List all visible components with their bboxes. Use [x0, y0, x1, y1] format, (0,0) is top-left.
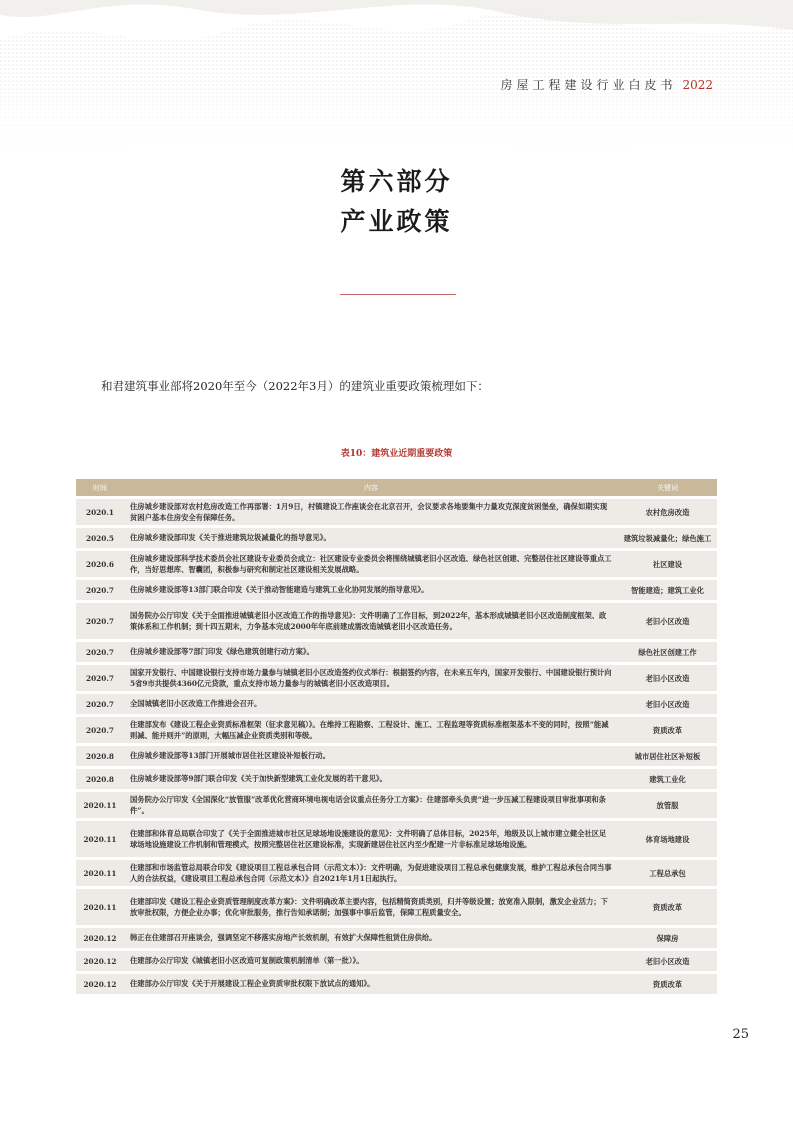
row-content: 住建部办公厅印发《城镇老旧小区改造可复制政策机制清单（第一批）》。: [124, 951, 618, 971]
row-keyword: 城市居住社区补短板: [618, 746, 717, 766]
table-row: [76, 860, 717, 886]
header-date: 时间: [76, 479, 124, 496]
row-content: 住房城乡建设部等9部门联合印发《关于加快新型建筑工业化发展的若干意见》。: [124, 769, 618, 789]
table-row: [76, 551, 717, 577]
row-keyword: 资质改革: [618, 717, 717, 743]
table-header: [76, 479, 717, 496]
row-date: 2020.12: [76, 951, 124, 971]
row-content: 住房城乡建设部等13部门联合印发《关于推动智能建造与建筑工业化协同发展的指导意见》。: [124, 580, 618, 600]
row-keyword: 智能建造；建筑工业化: [618, 580, 717, 600]
row-keyword: 社区建设: [618, 551, 717, 577]
section-title: 产业政策: [340, 207, 453, 236]
row-date: 2020.11: [76, 889, 124, 925]
row-date: 2020.5: [76, 528, 124, 548]
section-part: 第六部分: [340, 167, 453, 196]
intro-paragraph: 和君建筑事业部将2020年至今（2022年3月）的建筑业重要政策梳理如下：: [101, 379, 489, 393]
table-row: [76, 746, 717, 766]
row-date: 2020.7: [76, 717, 124, 743]
table-row: [76, 603, 717, 639]
row-keyword: 老旧小区改造: [618, 603, 717, 639]
row-date: 2020.11: [76, 860, 124, 886]
row-date: 2020.1: [76, 499, 124, 525]
row-content: 住房城乡建设部对农村危房改造工作再部署：1月9日，村镇建设工作座谈会在北京召开，会议要求各地要集中力量攻克深度贫困堡垒，确保如期实现贫困户基本住房安全有保障任务。: [124, 499, 618, 525]
decorative-landscape-background: [0, 0, 793, 150]
row-keyword: 放管服: [618, 792, 717, 818]
table-row: [76, 821, 717, 857]
row-keyword: 体育场地建设: [618, 821, 717, 857]
header-content: 内容: [124, 479, 618, 496]
row-keyword: 资质改革: [618, 889, 717, 925]
page-number: 25: [732, 1027, 749, 1042]
row-keyword: 老旧小区改造: [618, 694, 717, 714]
table-row: [76, 694, 717, 714]
running-header-year: 2022: [682, 78, 713, 92]
row-date: 2020.7: [76, 580, 124, 600]
row-content: 住建部和体育总局联合印发了《关于全面推进城市社区足球场地设施建设的意见》：文件明确了总体目标，2025年，地级及以上城市建立健全社区足球场地设施建设工作机制和管理模式，按照完整居住社区建设标准，实现新建居住社区内至少配建一片非标准足球场地设施。: [124, 821, 618, 857]
table-row: [76, 974, 717, 994]
row-content: 住建部办公厅印发《关于开展建设工程企业资质审批权限下放试点的通知》。: [124, 974, 618, 994]
row-content: 全国城镇老旧小区改造工作推进会召开。: [124, 694, 618, 714]
table-row: [76, 580, 717, 600]
row-content: 韩正在住建部召开座谈会，强调坚定不移落实房地产长效机制，有效扩大保障性租赁住房供给。: [124, 928, 618, 948]
row-keyword: 资质改革: [618, 974, 717, 994]
table-row: [76, 792, 717, 818]
row-date: 2020.11: [76, 821, 124, 857]
row-content: 国家开发银行、中国建设银行支持市场力量参与城镇老旧小区改造签约仪式举行：根据签约内容，在未来五年内，国家开发银行、中国建设银行预计向5省9市共提供4360亿元贷款，重点支持市场力量参与的城镇老旧小区改造项目。: [124, 665, 618, 691]
row-keyword: 建筑垃圾减量化；绿色施工: [618, 528, 717, 548]
section-title-block: [0, 162, 793, 242]
row-keyword: 老旧小区改造: [618, 951, 717, 971]
row-date: 2020.11: [76, 792, 124, 818]
header-keyword: 关键词: [618, 479, 717, 496]
row-keyword: 老旧小区改造: [618, 665, 717, 691]
row-date: 2020.7: [76, 694, 124, 714]
row-content: 住房城乡建设部等7部门印发《绿色建筑创建行动方案》。: [124, 642, 618, 662]
row-content: 住建部和市场监管总局联合印发《建设项目工程总承包合同（示范文本）》：文件明确，为促进建设项目工程总承包健康发展，维护工程总承包合同当事人的合法权益，《建设项目工程总承包合同（示范文本）》自2021年1月1日起执行。: [124, 860, 618, 886]
row-keyword: 保障房: [618, 928, 717, 948]
table-row: [76, 769, 717, 789]
policy-table: [76, 476, 717, 997]
running-header: [500, 76, 713, 93]
table-row: [76, 951, 717, 971]
table-row: [76, 928, 717, 948]
table-row: [76, 717, 717, 743]
table-row: [76, 499, 717, 525]
row-date: 2020.7: [76, 603, 124, 639]
row-content: 国务院办公厅印发《关于全面推进城镇老旧小区改造工作的指导意见》：文件明确了工作目标，到2022年，基本形成城镇老旧小区改造制度框架、政策体系和工作机制；到十四五期末，力争基本完成2000年年底前建成需改造城镇老旧小区改造任务。: [124, 603, 618, 639]
row-keyword: 农村危房改造: [618, 499, 717, 525]
title-divider: [340, 294, 456, 295]
row-date: 2020.6: [76, 551, 124, 577]
row-content: 国务院办公厅印发《全国深化“放管服”改革优化营商环境电视电话会议重点任务分工方案》：住建部牵头负责“进一步压减工程建设项目审批事项和条件”。: [124, 792, 618, 818]
row-content: 住房城乡建设部印发《关于推进建筑垃圾减量化的指导意见》。: [124, 528, 618, 548]
table-caption: 表10：建筑业近期重要政策: [340, 449, 453, 459]
table-row: [76, 528, 717, 548]
row-content: 住房城乡建设部等13部门开展城市居住社区建设补短板行动。: [124, 746, 618, 766]
row-date: 2020.7: [76, 665, 124, 691]
row-date: 2020.7: [76, 642, 124, 662]
row-date: 2020.12: [76, 974, 124, 994]
row-keyword: 绿色社区创建工作: [618, 642, 717, 662]
table-row: [76, 889, 717, 925]
row-content: 住建部发布《建设工程企业资质标准框架（征求意见稿）》。在维持工程勘察、工程设计、施工、工程监理等资质标准框架基本不变的同时，按照“能减则减、能并则并”的原则，大幅压减企业资质类别和等级。: [124, 717, 618, 743]
row-date: 2020.12: [76, 928, 124, 948]
table-row: [76, 642, 717, 662]
table-row: [76, 665, 717, 691]
row-date: 2020.8: [76, 769, 124, 789]
row-content: 住建部印发《建设工程企业资质管理制度改革方案》：文件明确改革主要内容，包括精简资质类别，归并等级设置；放宽准入限制，激发企业活力；下放审批权限，方便企业办事；优化审批服务，推行告知承诺制；加强事中事后监管，保障工程质量安全。: [124, 889, 618, 925]
row-content: 住房城乡建设部科学技术委员会社区建设专业委员会成立：社区建设专业委员会将围绕城镇老旧小区改造、绿色社区创建、完整居住社区建设等重点工作，当好思想库、智囊团，积极参与研究和制定社区建设相关发展战略。: [124, 551, 618, 577]
row-date: 2020.8: [76, 746, 124, 766]
row-keyword: 工程总承包: [618, 860, 717, 886]
running-header-title: 房屋工程建设行业白皮书: [500, 78, 677, 92]
table-body: [76, 499, 717, 994]
row-keyword: 建筑工业化: [618, 769, 717, 789]
